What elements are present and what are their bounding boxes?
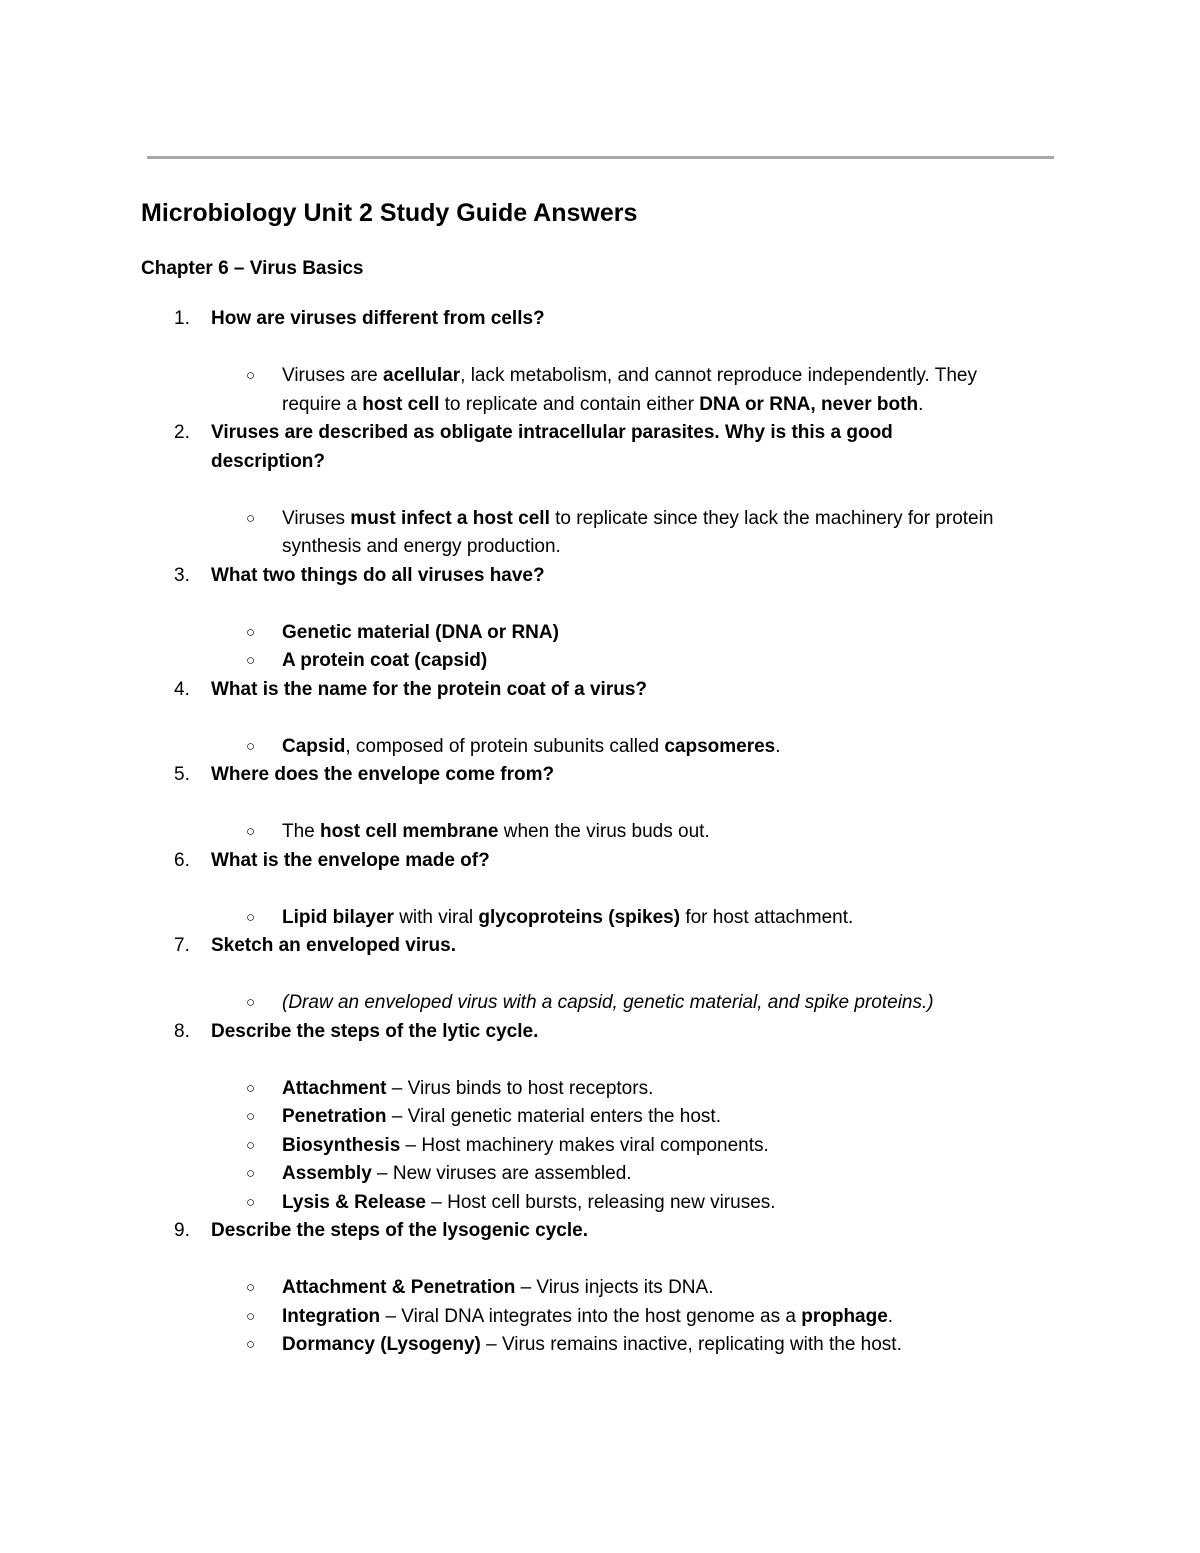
answer-run: with viral xyxy=(393,906,479,928)
question-text: What is the envelope made of? xyxy=(211,849,490,871)
answer-text xyxy=(282,989,1022,1018)
answer-bold-run: prophage xyxy=(801,1305,888,1327)
hollow-circle-bullet-icon: ○ xyxy=(246,1307,256,1325)
answer-run: – Virus remains inactive, replicating with the host. xyxy=(480,1334,902,1355)
question-item xyxy=(0,419,1200,562)
question-text: Describe the steps of the lytic cycle. xyxy=(211,1020,539,1042)
answer-bold-run: must infect a host cell xyxy=(350,507,550,529)
answer-text xyxy=(282,1331,1022,1360)
answer-text xyxy=(282,1274,1022,1303)
answer-bold-run: A protein coat (capsid) xyxy=(282,650,488,671)
answer-list xyxy=(0,362,1200,419)
hollow-circle-bullet-icon: ○ xyxy=(246,908,256,926)
question-number: 8. xyxy=(174,1020,190,1042)
answer-run: – Host machinery makes viral components. xyxy=(400,1134,769,1156)
answer-bold-run: Dormancy (Lysogeny) xyxy=(282,1334,481,1355)
hollow-circle-bullet-icon: ○ xyxy=(246,367,256,384)
answer-run: . xyxy=(918,393,924,415)
hollow-circle-bullet-icon: ○ xyxy=(246,1079,256,1097)
hollow-circle-bullet-icon: ○ xyxy=(246,1193,256,1211)
answer-item xyxy=(0,1160,1200,1189)
question-number: 6. xyxy=(174,849,190,871)
answer-bold-run: Integration xyxy=(282,1305,381,1327)
answer-run: – New viruses are assembled. xyxy=(371,1163,632,1184)
answer-item xyxy=(0,1103,1200,1132)
answer-list xyxy=(0,989,1200,1018)
hollow-circle-bullet-icon: ○ xyxy=(246,1279,256,1296)
question-text: How are viruses different from cells? xyxy=(211,308,545,329)
answer-run: . xyxy=(887,1305,894,1327)
question-number: 5. xyxy=(174,764,190,785)
answer-italic-run: (Draw an enveloped virus with a capsid, genetic material, and spike proteins.) xyxy=(282,992,934,1013)
question-item xyxy=(0,305,1200,419)
question-list xyxy=(0,305,1200,1360)
answer-text xyxy=(282,733,1022,762)
answer-item xyxy=(0,647,1200,676)
answer-run: – Virus binds to host receptors. xyxy=(386,1077,654,1099)
answer-text xyxy=(282,1103,1022,1132)
answer-run: to replicate and contain either xyxy=(439,393,700,415)
hollow-circle-bullet-icon: ○ xyxy=(246,1165,256,1182)
hollow-circle-bullet-icon: ○ xyxy=(246,1336,256,1353)
answer-run: , lack metabolism, and cannot reproduce independently. They require a xyxy=(282,365,977,415)
answer-bold-run: Lipid bilayer xyxy=(282,906,394,928)
answer-text xyxy=(282,619,1022,648)
question-item xyxy=(0,562,1200,676)
answer-bold-run: Genetic material (DNA or RNA) xyxy=(282,621,559,643)
question-item xyxy=(0,932,1200,1018)
answer-text xyxy=(282,1075,1022,1104)
answer-bold-run: DNA or RNA, never both xyxy=(699,393,919,415)
answer-run: , composed of protein subunits called xyxy=(345,735,665,757)
question-item xyxy=(0,676,1200,762)
answer-bold-run: acellular xyxy=(383,365,461,386)
answer-item xyxy=(0,1331,1200,1360)
answer-item xyxy=(0,1189,1200,1218)
answer-text xyxy=(282,1303,1022,1332)
question-text: Where does the envelope come from? xyxy=(211,764,555,785)
answer-bold-run: Attachment & Penetration xyxy=(282,1277,516,1298)
answer-item xyxy=(0,989,1200,1018)
question-number: 7. xyxy=(174,935,190,956)
answer-run: The xyxy=(282,821,321,842)
answer-item xyxy=(0,1132,1200,1161)
hollow-circle-bullet-icon: ○ xyxy=(246,994,256,1011)
question-text: Sketch an enveloped virus. xyxy=(211,935,456,956)
answer-item xyxy=(0,505,1200,562)
question-item xyxy=(0,1217,1200,1360)
answer-list xyxy=(0,818,1200,847)
answer-list xyxy=(0,1274,1200,1360)
chapter-heading: Chapter 6 – Virus Basics xyxy=(141,258,364,279)
question-text: Describe the steps of the lysogenic cycle. xyxy=(211,1220,588,1241)
answer-list xyxy=(0,904,1200,933)
question-text: What two things do all viruses have? xyxy=(211,564,545,586)
hollow-circle-bullet-icon: ○ xyxy=(246,623,256,641)
answer-bold-run: glycoproteins (spikes) xyxy=(478,906,681,928)
answer-run: – Viral DNA integrates into the host genome as a xyxy=(380,1305,802,1327)
question-text: What is the name for the protein coat of a virus? xyxy=(211,678,647,700)
answer-bold-run: Penetration xyxy=(282,1106,387,1127)
question-number: 4. xyxy=(174,678,190,700)
answer-item xyxy=(0,362,1200,419)
answer-item xyxy=(0,1075,1200,1104)
answer-item xyxy=(0,1303,1200,1332)
answer-bold-run: Capsid xyxy=(282,735,346,757)
answer-list xyxy=(0,1075,1200,1218)
hollow-circle-bullet-icon: ○ xyxy=(246,737,256,755)
hollow-circle-bullet-icon: ○ xyxy=(246,509,256,527)
question-number: 3. xyxy=(174,564,190,586)
answer-text xyxy=(282,1132,1022,1161)
question-number: 1. xyxy=(174,308,190,329)
question-item xyxy=(0,847,1200,933)
question-number: 2. xyxy=(174,422,190,443)
hollow-circle-bullet-icon: ○ xyxy=(246,1136,256,1154)
question-text: Viruses are described as obligate intracellular parasites. Why is this a good description? xyxy=(211,422,893,472)
answer-item xyxy=(0,818,1200,847)
answer-bold-run: capsomeres xyxy=(664,735,776,757)
answer-text xyxy=(282,505,1022,562)
answer-bold-run: Attachment xyxy=(282,1077,387,1099)
question-number: 9. xyxy=(174,1220,190,1241)
answer-run: Viruses are xyxy=(282,365,384,386)
answer-run: . xyxy=(775,735,781,757)
document-title: Microbiology Unit 2 Study Guide Answers xyxy=(141,199,638,227)
answer-text xyxy=(282,647,1022,676)
answer-run: Viruses xyxy=(282,507,351,529)
answer-text xyxy=(282,1189,1022,1218)
answer-item xyxy=(0,733,1200,762)
answer-run: when the virus buds out. xyxy=(498,821,710,842)
answer-bold-run: Biosynthesis xyxy=(282,1134,401,1156)
answer-item xyxy=(0,1274,1200,1303)
answer-run: to replicate since they lack the machinery for protein synthesis and energy production. xyxy=(282,507,994,557)
answer-bold-run: host cell membrane xyxy=(320,821,499,842)
answer-list xyxy=(0,619,1200,676)
answer-list xyxy=(0,505,1200,562)
answer-bold-run: Lysis & Release xyxy=(282,1191,426,1213)
hollow-circle-bullet-icon: ○ xyxy=(246,652,256,669)
top-horizontal-rule xyxy=(147,156,1054,159)
hollow-circle-bullet-icon: ○ xyxy=(246,823,256,840)
answer-bold-run: host cell xyxy=(362,393,440,415)
answer-run: – Virus injects its DNA. xyxy=(515,1277,714,1298)
question-item xyxy=(0,1018,1200,1218)
answer-text xyxy=(282,1160,1022,1189)
answer-run: – Viral genetic material enters the host. xyxy=(386,1106,721,1127)
answer-text xyxy=(282,904,1022,933)
answer-bold-run: Assembly xyxy=(282,1163,372,1184)
hollow-circle-bullet-icon: ○ xyxy=(246,1108,256,1125)
question-item xyxy=(0,761,1200,847)
answer-text xyxy=(282,818,1022,847)
answer-text xyxy=(282,362,1022,419)
answer-item xyxy=(0,619,1200,648)
answer-item xyxy=(0,904,1200,933)
answer-list xyxy=(0,733,1200,762)
answer-run: – Host cell bursts, releasing new viruses. xyxy=(426,1191,776,1213)
answer-run: for host attachment. xyxy=(680,906,854,928)
